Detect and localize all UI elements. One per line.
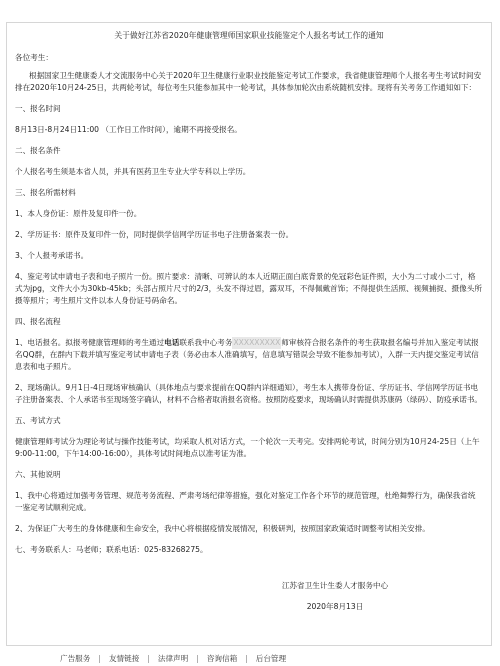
section-4-item-1-part-a: 1、电话报名。拟报考健康管理师的考生通过	[15, 338, 165, 347]
intro-paragraph: 根据国家卫生健康委人才交流服务中心关于2020年卫生健康行业职业技能鉴定考试工作要求，我省健康管理师个人报名考生考试时间安排在2020年10月24-25日，共两轮考试，每位考生只能参加其中一轮考试，具体参加轮次由系统随机安排。现将有关考务工作通知如下：	[15, 71, 482, 92]
section-1-text: 8月13日-8月24日11:00 （工作日工作时间），逾期不再接受报名。	[15, 125, 242, 134]
signature-date: 2020年8月13日	[306, 602, 364, 611]
notice-document	[6, 22, 492, 646]
notice-title: 关于做好江苏省2020年健康管理师国家职业技能鉴定个人报名考试工作的通知	[114, 31, 384, 40]
section-5-text: 健康管理师考试分为理论考试与操作技能考试，均采取人机对话方式，一个轮次一天考完。安排两轮考试，时间分别为10月24-25日（上午9:00-11:00，下午14:00-16:00），具体考试时间地点以准考证为准。	[15, 437, 480, 458]
footer-link-ads[interactable]: 广告服务	[60, 654, 91, 663]
section-4-item-1	[15, 337, 483, 373]
section-4-item-1-bold: 电话	[164, 338, 180, 347]
section-3-item-2: 2、学历证书：原件及复印件一份，同时提供学信网学历证书电子注册备案表一份。	[15, 230, 294, 239]
footer-link-admin[interactable]: 后台管理	[255, 654, 287, 663]
section-5-heading: 五、考试方式	[15, 416, 61, 425]
footer-link-friends[interactable]: 友情链接	[108, 654, 140, 663]
signature-organization: 江苏省卫生计生委人才服务中心	[281, 581, 389, 590]
footer-separator: |	[98, 654, 101, 663]
section-6-item-2: 2、为保证广大考生的身体健康和生命安全，我中心将根据疫情发展情况，积极研判，按照国家政策适时调整考试相关安排。	[15, 524, 430, 533]
section-3-item-1: 1、本人身份证：原件及复印件一份。	[15, 209, 142, 218]
footer-separator: |	[196, 654, 199, 663]
footer-separator: |	[245, 654, 248, 663]
section-4-item-1-part-b: 联系我中心考务	[179, 338, 233, 347]
section-3-item-3: 3、个人报考承诺书。	[15, 251, 89, 260]
section-4-item-2: 2、现场确认。9月1日-4日现场审核确认（具体地点与要求提前在QQ群内详细通知），考生本人携带身份证、学历证书、学信网学历证书电子注册备案表、个人承诺书至现场签字确认，材料不合格者取消报名资格。按照防疫要求，现场确认时需提供苏康码（绿码）、防疫承诺书。	[15, 383, 483, 404]
section-4-item-1-part-c: 师审核符合报名条件的考生获取报名编号并加入鉴定考试报名QQ群，在群内下载并填写鉴定考试申请电子表（务必由本人准确填写，信息填写错误会导致不能参加考试），入群一天内提交鉴定考试信息表和电子照片。	[15, 338, 479, 371]
salutation: 各位考生：	[15, 53, 53, 62]
section-2-heading: 二、报名条件	[15, 146, 61, 155]
section-2-text: 个人报名考生须是本省人员，并具有医药卫生专业大学专科以上学历。	[15, 167, 251, 176]
section-6-heading: 六、其他说明	[15, 470, 61, 479]
section-3-heading: 三、报名所需材料	[15, 188, 76, 197]
footer-link-legal[interactable]: 法律声明	[157, 654, 189, 663]
section-6-item-1: 1、我中心将通过加强考务管理、规范考务流程、严肃考场纪律等措施，强化对鉴定工作各个环节的规范管理，杜绝舞弊行为，确保我省统一鉴定考试顺利完成。	[15, 491, 476, 512]
footer-separator: |	[147, 654, 150, 663]
section-7-contact: 七、考务联系人：马老师；联系电话：025-83268275。	[15, 545, 208, 554]
section-3-item-4: 4、鉴定考试申请电子表和电子照片一份。照片要求：清晰、可辨认的本人近期正面白底背景的免冠彩色证件照，大小为二寸或小二寸，格式为jpg，文件大小为30kb-45kb；头部占照片尺寸的2/3，头发不得过眉，露双耳，不得佩戴首饰；不得提供生活照、视频捕捉、摄像头所摄等照片；考生照片文件以本人身份证号码命名。	[15, 272, 482, 305]
section-4-heading: 四、报名流程	[15, 317, 61, 326]
watermark-overlay: XXXXXXXXX	[233, 338, 281, 347]
footer-links	[60, 653, 286, 664]
section-1-heading: 一、报名时间	[15, 104, 61, 113]
footer-link-mailbox[interactable]: 咨询信箱	[206, 654, 238, 663]
